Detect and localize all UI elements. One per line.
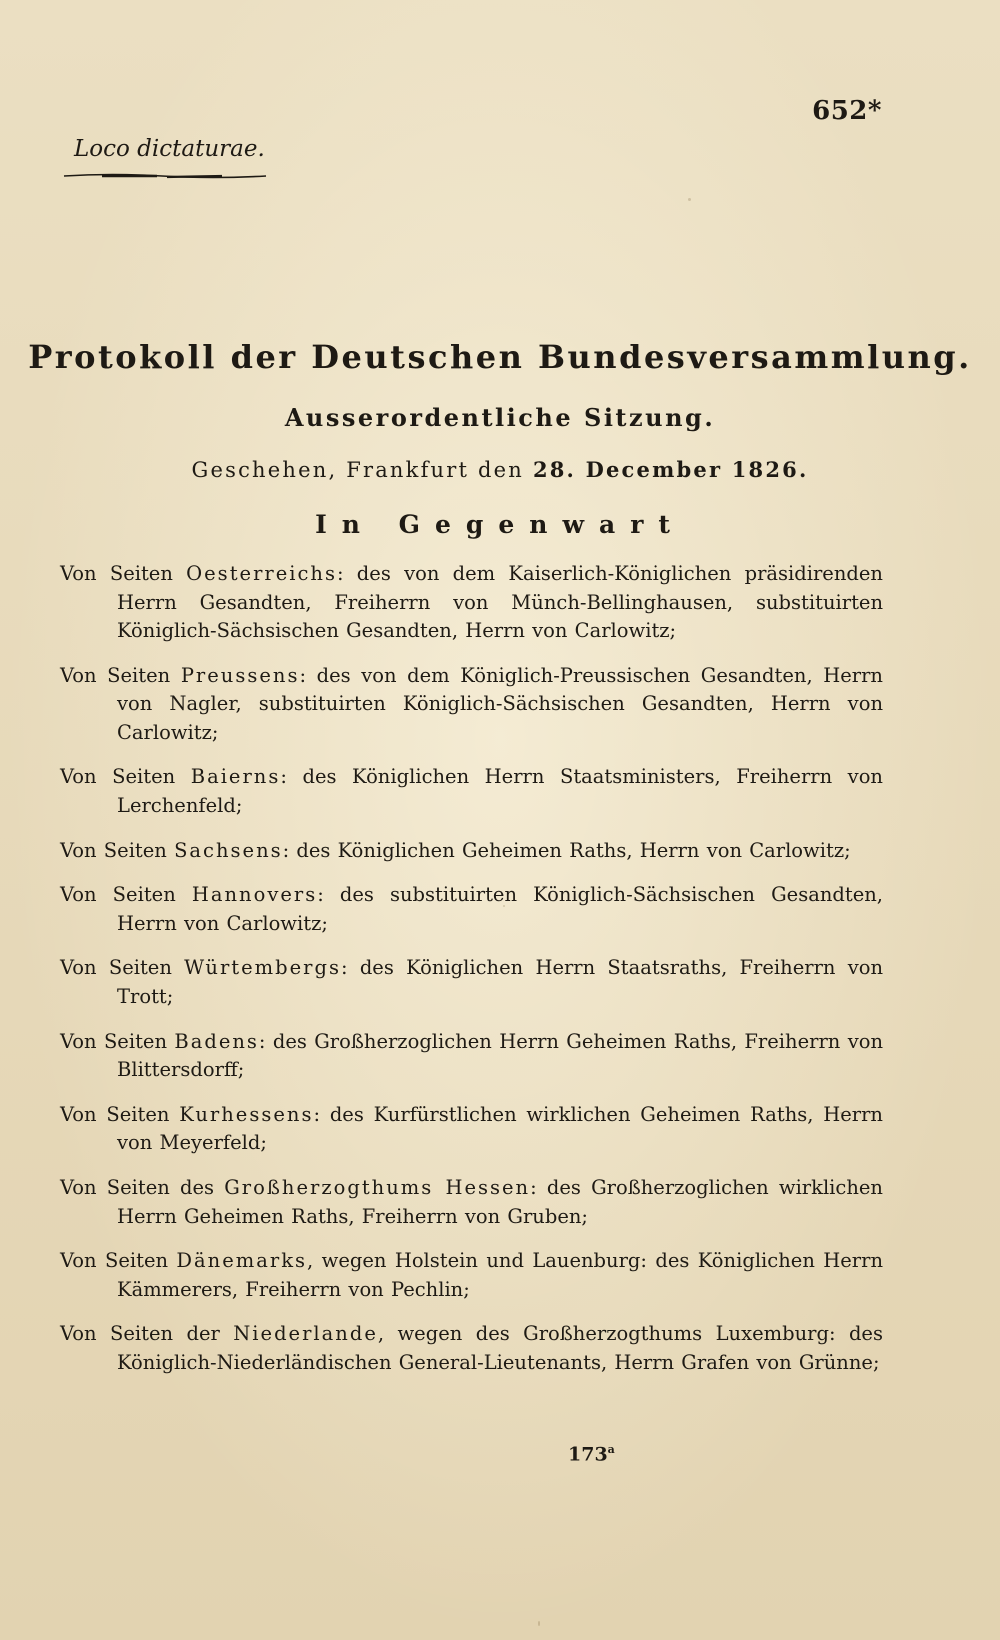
state-name: Niederlande bbox=[233, 1322, 378, 1346]
paper-fleck bbox=[688, 198, 691, 201]
attendance-entry: Von Seiten Oesterreichs: des von dem Kaiserlich-Königlichen präsidirenden Herrn Gesandten, Freiherrn von Münch-Bellinghausen, substituirten Königlich-Sächsischen Gesandten, Herrn von Carlowitz; bbox=[60, 562, 883, 642]
attendance-entry: Von Seiten Dänemarks, wegen Holstein und Lauenburg: des Königlichen Herrn Kämmerers, Freiherrn von Pechlin; bbox=[60, 1249, 883, 1301]
state-name: Baierns bbox=[190, 765, 281, 789]
attendance-entry: Von Seiten Sachsens: des Königlichen Geheimen Raths, Herrn von Carlowitz; bbox=[60, 838, 851, 862]
state-name: Sachsens bbox=[174, 838, 283, 862]
session-subtitle: Ausserordentliche Sitzung. bbox=[284, 403, 716, 432]
attendance-entry: Von Seiten der Niederlande, wegen des Großherzogthums Luxemburg: des Königlich-Niederländischen General-Lieutenants, Herrn Grafen von Grünne; bbox=[60, 1322, 883, 1374]
state-name: Dänemarks bbox=[176, 1249, 308, 1273]
loco-dictaturae-note: Loco dictaturae. bbox=[74, 136, 265, 162]
dateline bbox=[0, 457, 1000, 482]
paper-fleck bbox=[503, 905, 505, 907]
attendance-list bbox=[60, 560, 883, 1394]
attendance-entry: Von Seiten Kurhessens: des Kurfürstlichen wirklichen Geheimen Raths, Herrn von Meyerfeld; bbox=[60, 1102, 883, 1155]
dateline-date: 28. December 1826. bbox=[532, 457, 809, 482]
page-number: 652* bbox=[812, 96, 882, 126]
state-name: Hannovers bbox=[191, 883, 318, 907]
presence-heading: In Gegenwart bbox=[315, 510, 685, 539]
state-name: Oesterreichs bbox=[186, 562, 337, 585]
attendance-entry: Von Seiten Baierns: des Königlichen Herrn Staatsministers, Freiherrn von Lerchenfeld; bbox=[60, 765, 883, 817]
dateline-prefix: Geschehen, Frankfurt den bbox=[191, 458, 525, 482]
attendance-entry: Von Seiten Preussens: des von dem Königlich-Preussischen Gesandten, Herrn von Nagler, substituirten Königlich-Sächsischen Gesandten, Herrn von Carlowitz; bbox=[60, 663, 883, 744]
attendance-entry: Von Seiten des Großherzogthums Hessen: des Großherzoglichen wirklichen Herrn Geheimen Raths, Freiherrn von Gruben; bbox=[60, 1176, 883, 1228]
protocol-title: Protokoll der Deutschen Bundesversammlung. bbox=[28, 338, 972, 376]
attendance-entry: Von Seiten Würtembergs: des Königlichen Herrn Staatsraths, Freiherrn von Trott; bbox=[60, 956, 884, 1008]
state-name: Würtembergs bbox=[184, 956, 341, 980]
attendance-entry: Von Seiten Badens: des Großherzoglichen Herrn Geheimen Raths, Freiherrn von Blittersdorff; bbox=[60, 1029, 884, 1082]
attendance-entry: Von Seiten Hannovers: des substituirten Königlich-Sächsischen Gesandten, Herrn von Carlowitz; bbox=[60, 883, 884, 935]
state-name: Badens bbox=[174, 1029, 259, 1053]
paper-fleck bbox=[840, 1112, 843, 1114]
paper-fleck bbox=[538, 1621, 540, 1626]
state-name: Preussens bbox=[180, 663, 300, 687]
state-name: Großherzogthums Hessen bbox=[224, 1176, 531, 1199]
state-name: Kurhessens bbox=[179, 1102, 314, 1126]
printer-signature: 173$^a$ bbox=[568, 1443, 615, 1466]
ornamental-rule bbox=[62, 172, 268, 180]
